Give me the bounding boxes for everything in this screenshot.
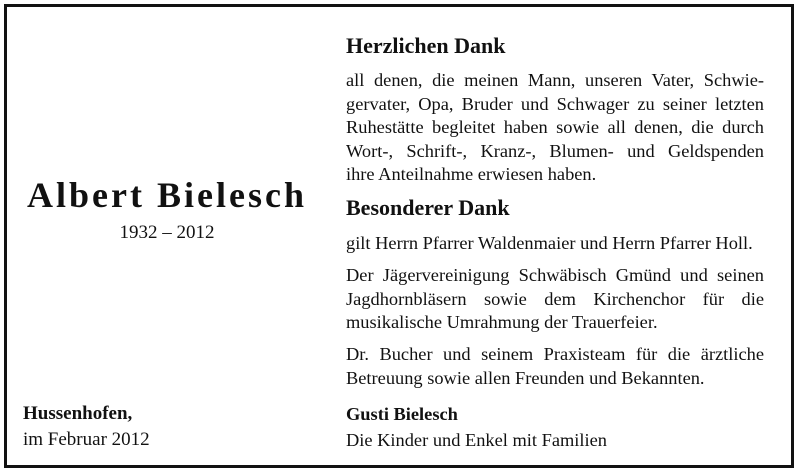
obituary-card <box>4 4 794 468</box>
text-line: gervater, Opa, Bruder und Schwager zu seiner letzten <box>346 93 764 114</box>
right-column <box>346 7 764 465</box>
special-paragraph-3 <box>346 343 764 390</box>
text-line: ihre Anteilnahme erwiesen haben. <box>346 164 597 185</box>
heading-besonderer-dank: Besonderer Dank <box>346 195 510 220</box>
left-column <box>7 7 327 465</box>
special-paragraph-1 <box>346 232 764 256</box>
text-line: Ruhestätte begleitet haben sowie all denen, die durch <box>346 117 764 138</box>
date-line: im Februar 2012 <box>23 429 150 450</box>
text-line: Wort-, Schrift-, Kranz-, Blumen- und Geldspenden <box>346 140 764 161</box>
life-years: 1932 – 2012 <box>119 222 215 243</box>
text-line: Der Jägervereinigung Schwäbisch Gmünd und seinen <box>346 265 764 285</box>
deceased-name: Albert Bielesch <box>27 175 307 215</box>
text-line: musikalische Umrahmung der Trauerfeier. <box>346 312 658 333</box>
thanks-paragraph <box>346 69 764 187</box>
heading-herzlichen-dank: Herzlichen Dank <box>346 33 506 58</box>
signature-name: Gusti Bielesch <box>346 404 458 424</box>
text-line: gilt Herrn Pfarrer Waldenmaier und Herrn Pfarrer Holl. <box>346 233 753 253</box>
place-name: Hussenhofen, <box>23 403 133 424</box>
text-line: all denen, die meinen Mann, unseren Vater, Schwie- <box>346 70 764 90</box>
text-line: Dr. Bucher und seinem Praxisteam für die ärztliche <box>346 344 764 364</box>
special-paragraph-2 <box>346 264 764 335</box>
text-line: Betreuung sowie allen Freunden und Bekannten. <box>346 367 705 388</box>
signature-family: Die Kinder und Enkel mit Familien <box>346 430 607 450</box>
text-line: Jagdhornbläsern sowie dem Kirchenchor für die <box>346 288 764 309</box>
